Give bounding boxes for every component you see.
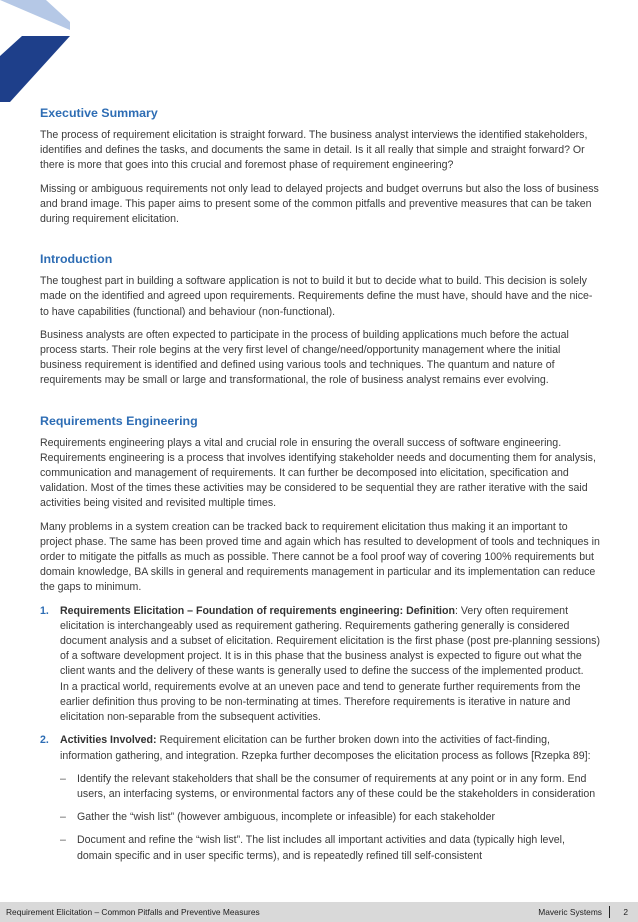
requirements-engineering-section — [40, 412, 600, 864]
footer-divider — [609, 906, 610, 918]
list-number: 1. — [40, 604, 49, 617]
section-heading: Executive Summary — [40, 106, 158, 120]
dash-bullet: – — [60, 811, 66, 824]
list-number: 2. — [40, 734, 49, 747]
introduction-section — [40, 250, 600, 388]
document-body — [40, 104, 600, 872]
footer-title: Requirement Elicitation – Common Pitfalls and Preventive Measures — [6, 907, 260, 917]
list-item-text: : Very often requirement elicitation is interchangeably used as requirement gathering. Requirements gathering generally is considered document analysis and a subset of elicitation. Requirement elicitation is the first phase (post pre-planning sessions) of a software development project. It is in this phase that the business analyst is expected to figure out what the client wants and the delivery of these wants is generally used to define the success of the implemented product. — [60, 604, 600, 678]
paragraph: The toughest part in building a software application is not to build it but to decide what to build. This decision is solely made on the identified and agreed upon requirements. Requirements define the must have, should have and the nice-to have capabilities (functional) and behaviour (non-functional). — [40, 275, 593, 318]
sub-list-item — [60, 833, 600, 863]
list-item-text: Requirement elicitation can be further broken down into the activities of fact-finding, information gathering, and integration. Rzepka further decomposes the elicitation process as follows [Rzepka 89]: — [60, 734, 591, 762]
list-item-lead: Requirements Elicitation – Foundation of requirements engineering: Definition — [60, 604, 455, 617]
list-item-lead: Activities Involved: — [60, 734, 157, 747]
sub-list-item — [60, 810, 600, 825]
paragraph: Requirements engineering plays a vital and crucial role in ensuring the overall success of software engineering. Requirements engineering is a process that involves identifying stakeholder needs and documenting them for analysis, communication and management of requirements. It can further be decomposed into elicitation, specification and validation. Most of the times these activities may be considered to be sequential they are rather iterative with the said activities being visited and revisited multiple times. — [40, 436, 596, 510]
dash-bullet: – — [60, 834, 66, 847]
numbered-list — [40, 604, 600, 864]
sub-list-text: Identify the relevant stakeholders that shall be the consumer of requirements at any point or in any form. End users, an interfacing systems, or environmental factors any of these could be the stakeholders in consideration — [77, 772, 596, 800]
list-item-extra: In a practical world, requirements evolve at an uneven pace and tend to generate further requirements from the earlier definition thus proving to be non-terminating at times. Therefore requirements is iterative in nature and elicitation non-separable from the subsequent activities. — [60, 680, 581, 724]
executive-summary-section — [40, 104, 600, 227]
list-item — [40, 604, 600, 726]
corner-decoration — [0, 0, 80, 110]
section-heading: Requirements Engineering — [40, 413, 198, 428]
page-number: 2 — [623, 907, 628, 917]
list-item — [40, 733, 600, 863]
corner-navy-stripe — [0, 36, 70, 102]
sub-list-text: Gather the “wish list” (however ambiguous, incomplete or infeasible) for each stakeholder — [77, 811, 496, 824]
dash-bullet: – — [60, 772, 66, 785]
paragraph: Missing or ambiguous requirements not only lead to delayed projects and budget overruns but also the loss of business and brand image. This paper aims to present some of the common pitfalls and preventive measures that can be taken during requirement elicitation. — [40, 182, 599, 226]
corner-light-stripe — [0, 0, 70, 30]
paragraph: Many problems in a system creation can be tracked back to requirement elicitation thus making it an important to project phase. The same has been proved time and again which has resulted to development of tools and techniques in order to mitigate the pitfalls as much as possible. There cannot be a fool proof way of covering 100% requirements but domain knowledge, BA skills in general and requirements management in particular and its implementation can reduce the gaps to minimum. — [40, 520, 600, 594]
paragraph: Business analysts are often expected to participate in the process of building applications much before the actual process starts. Their role begins at the very first level of change/need/opportunity management where the initial business requirement is identified and defined using various tools and techniques. The quantum and nature of requirements may be small or large and transformational, the role of business analyst remains ever evolving. — [40, 328, 569, 387]
page-footer — [0, 902, 638, 922]
section-heading: Introduction — [40, 252, 113, 267]
sub-list-item — [60, 772, 600, 802]
sub-list-text: Document and refine the “wish list”. The list includes all important activities and data (typically high level, domain specific and in user specific terms), and is repeatedly refined till self-consistent — [77, 834, 565, 862]
paragraph: The process of requirement elicitation is straight forward. The business analyst interviews the identified stakeholders, identifies and defines the tasks, and documents the same in detail. Is it all really that simple and straight forward? Or there is more that goes into this crucial and foremost phase of requirement engineering? — [40, 129, 588, 172]
sub-list — [60, 772, 600, 864]
footer-company: Maveric Systems — [538, 907, 602, 917]
